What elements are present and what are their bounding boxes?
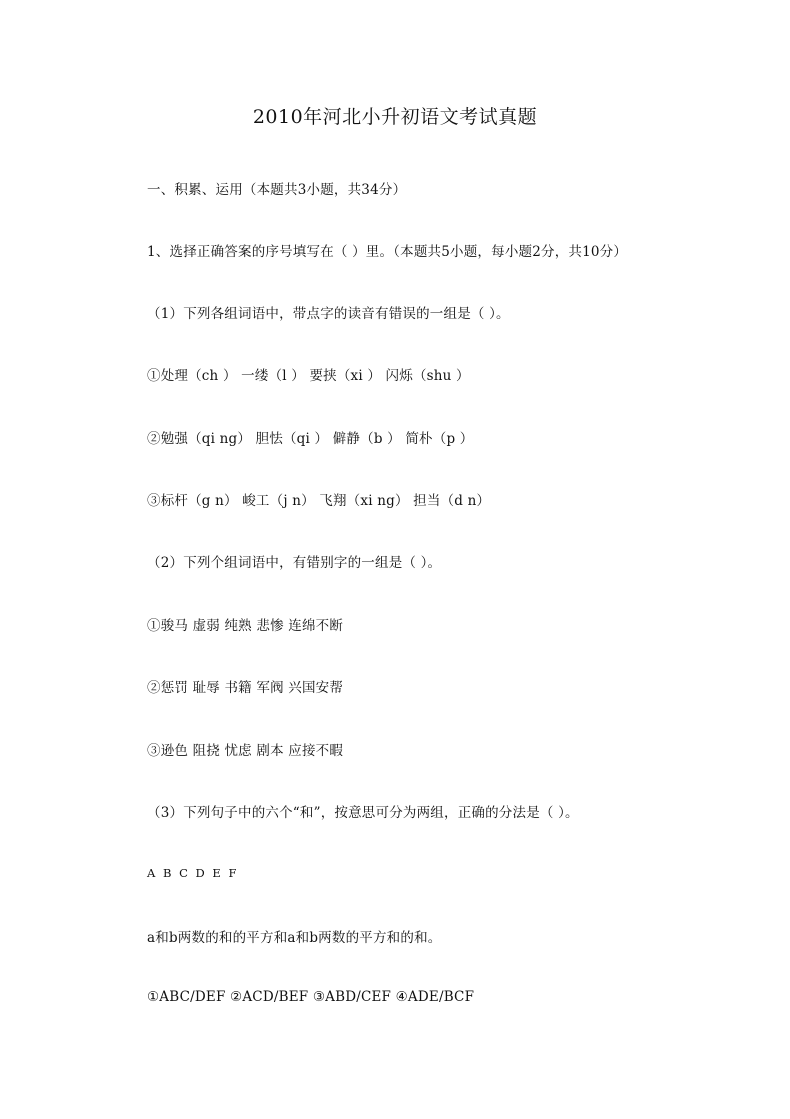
question-1-2-option-3: ③逊色 阻挠 忧虑 剧本 应接不暇	[147, 743, 344, 759]
question-1-1-stem: （1）下列各组词语中，带点字的读音有错误的一组是（ ）。	[147, 306, 510, 322]
question-1-3-sentence: a和b两数的和的平方和a和b两数的平方和的和。	[147, 930, 442, 946]
question-1-1-option-2: ②勉强（qi ng） 胆怯（qi ） 僻静（b ） 简朴（p ）	[147, 431, 474, 447]
question-1-1-option-3: ③标杆（g n） 峻工（j n） 飞翔（xi ng） 担当（d n）	[147, 493, 491, 509]
question-1-3-stem: （3）下列句子中的六个“和”，按意思可分为两组，正确的分法是（ ）。	[147, 805, 579, 821]
question-1-2-option-2: ②惩罚 耻辱 书籍 军阀 兴国安帮	[147, 680, 344, 696]
question-1: 1、选择正确答案的序号填写在（ ）里。（本题共5小题，每小题2分，共10分）	[147, 244, 628, 260]
question-1-3-options: ①ABC/DEF ②ACD/BEF ③ABD/CEF ④ADE/BCF	[147, 989, 475, 1005]
question-1-3-letters: A B C D E F	[147, 866, 239, 880]
document-title: 2010年河北小升初语文考试真题	[252, 106, 538, 128]
question-1-2-stem: （2）下列个组词语中，有错别字的一组是（ ）。	[147, 555, 442, 571]
question-1-1-option-1: ①处理（ch ） 一缕（l ） 要挟（xi ） 闪烁（shu ）	[147, 368, 470, 384]
section-heading: 一、积累、运用（本题共3小题，共34分）	[147, 182, 407, 198]
question-1-2-option-1: ①骏马 虚弱 纯熟 悲惨 连绵不断	[147, 618, 344, 634]
